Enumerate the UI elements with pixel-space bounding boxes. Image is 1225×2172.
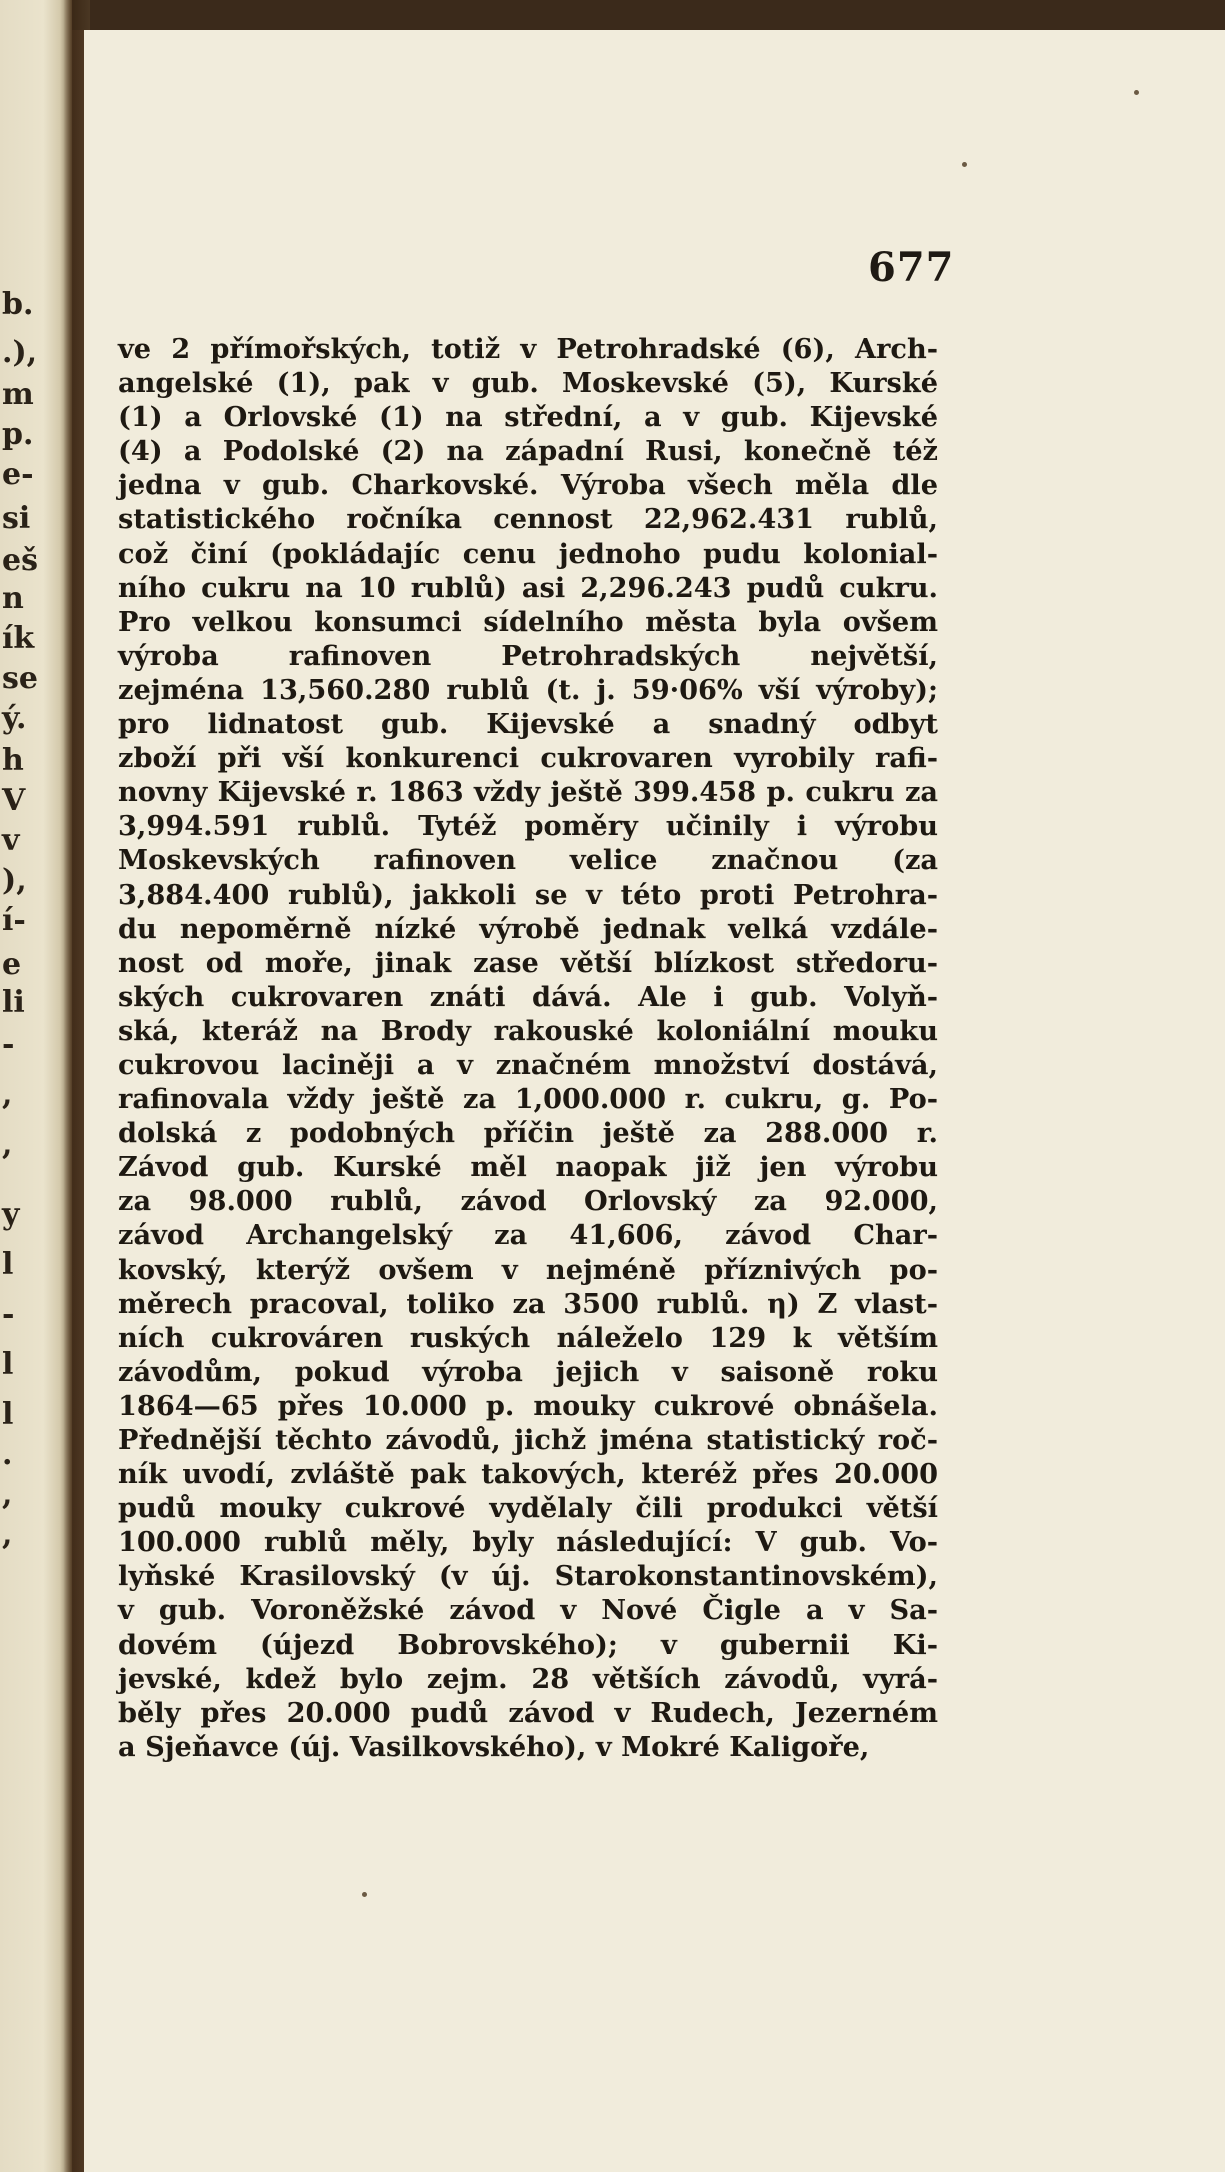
facing-page-text-fragment: - bbox=[2, 1027, 15, 1062]
facing-page-text-fragment: b. bbox=[2, 287, 34, 322]
facing-page-text-fragment: l bbox=[2, 1397, 14, 1432]
facing-page-text-fragment: ý. bbox=[2, 701, 27, 736]
text-line: rafinovala vždy ještě za 1,000.000 r. cukru, g. Po- bbox=[118, 1083, 938, 1116]
text-line: lyňské Krasilovský (v új. Starokonstantinovském), bbox=[118, 1560, 938, 1593]
facing-page-text-fragment: eš bbox=[2, 543, 38, 578]
facing-page-text-fragment: y bbox=[2, 1197, 20, 1232]
text-line: 3,994.591 rublů. Tytéž poměry učinily i výrobu bbox=[118, 810, 938, 843]
text-line: statistického ročníka cennost 22,962.431 rublů, bbox=[118, 503, 938, 536]
text-line: výroba rafinoven Petrohradských největší, bbox=[118, 639, 938, 672]
facing-page-text-fragment: n bbox=[2, 581, 24, 616]
text-line: měrech pracoval, toliko za 3500 rublů. η) Z vlast- bbox=[118, 1287, 938, 1320]
facing-page-text-fragment: , bbox=[2, 1477, 13, 1512]
text-line: cukrovou laciněji a v značném množství dostává, bbox=[118, 1048, 938, 1081]
facing-page-text-fragment: ík bbox=[2, 621, 35, 656]
paper-speck bbox=[362, 1892, 367, 1897]
text-line: (1) a Orlovské (1) na střední, a v gub. Kijevské bbox=[118, 401, 938, 434]
text-line: v gub. Voroněžské závod v Nové Čigle a v Sa- bbox=[118, 1594, 938, 1627]
text-line: du nepoměrně nízké výrobě jednak velká vzdále- bbox=[118, 912, 938, 945]
text-line: a Sjeňavce (új. Vasilkovského), v Mokré Kaligoře, bbox=[118, 1730, 870, 1763]
text-line: novny Kijevské r. 1863 vždy ještě 399.458 p. cukru za bbox=[118, 776, 938, 809]
text-line: 1864—65 přes 10.000 p. mouky cukrové obnášela. bbox=[118, 1389, 938, 1422]
text-line: 3,884.400 rublů), jakkoli se v této proti Petrohra- bbox=[118, 878, 938, 911]
facing-page-text-fragment: l bbox=[2, 1247, 14, 1282]
facing-page-text-fragment: e bbox=[2, 947, 22, 982]
page-number: 677 bbox=[868, 244, 955, 291]
facing-page-text-fragment: m bbox=[2, 377, 34, 412]
text-line: Závod gub. Kurské měl naopak již jen výrobu bbox=[118, 1151, 938, 1184]
text-line: ních cukrováren ruských náleželo 129 k větším bbox=[118, 1321, 938, 1354]
facing-page-text-fragment: h bbox=[2, 743, 24, 778]
facing-page-text-fragment: e- bbox=[2, 457, 34, 492]
text-line: pro lidnatost gub. Kijevské a snadný odbyt bbox=[118, 708, 938, 741]
facing-page-text-fragment: ), bbox=[2, 863, 27, 898]
facing-page-text-fragment: p. bbox=[2, 417, 34, 452]
text-line: dovém (újezd Bobrovského); v gubernii Ki- bbox=[118, 1628, 938, 1661]
text-line: za 98.000 rublů, závod Orlovský za 92.000, bbox=[118, 1185, 938, 1218]
text-line: ská, kteráž na Brody rakouské koloniální mouku bbox=[118, 1014, 938, 1047]
text-line: ník uvodí, zvláště pak takových, kteréž přes 20.000 bbox=[118, 1458, 938, 1491]
text-line: zboží při vší konkurenci cukrovaren vyrobily rafi- bbox=[118, 742, 938, 775]
paper-speck bbox=[962, 162, 967, 167]
scan-top-edge bbox=[0, 0, 1225, 30]
text-line: Pro velkou konsumci sídelního města byla ovšem bbox=[118, 605, 938, 638]
text-line: ního cukru na 10 rublů) asi 2,296.243 pudů cukru. bbox=[118, 571, 938, 604]
text-line: Moskevských rafinoven velice značnou (za bbox=[118, 844, 938, 877]
text-line: zejména 13,560.280 rublů (t. j. 59·06% vší výroby); bbox=[118, 673, 938, 706]
facing-page-text-fragment: V bbox=[2, 783, 26, 818]
text-line: závod Archangelský za 41,606, závod Char- bbox=[118, 1219, 938, 1252]
facing-page-text-fragment: v bbox=[2, 823, 20, 858]
text-line: jedna v gub. Charkovské. Výroba všech měla dle bbox=[118, 469, 938, 502]
facing-page-text-fragment: , bbox=[2, 1127, 13, 1162]
facing-page-text-fragment: , bbox=[2, 1077, 13, 1112]
text-line: Přednější těchto závodů, jichž jména statistický roč- bbox=[118, 1424, 938, 1456]
facing-page-text-fragment: .), bbox=[2, 335, 38, 370]
facing-page-text-fragment: - bbox=[2, 1297, 15, 1332]
facing-page-text-fragment: se bbox=[2, 661, 38, 696]
text-line: 100.000 rublů měly, byly následující: V gub. Vo- bbox=[118, 1526, 938, 1559]
text-line: ských cukrovaren znáti dává. Ale i gub. Volyň- bbox=[118, 980, 938, 1013]
text-line: kovský, kterýž ovšem v nejméně příznivých po- bbox=[118, 1253, 938, 1286]
facing-page-text-fragment: , bbox=[2, 1517, 13, 1552]
paper-speck bbox=[1134, 90, 1139, 95]
text-line: (4) a Podolské (2) na západní Rusi, konečně též bbox=[118, 435, 938, 468]
text-line: nost od moře, jinak zase větší blízkost středoru- bbox=[118, 946, 938, 979]
facing-page-text-fragment: . bbox=[2, 1437, 13, 1472]
facing-page-text-fragment: si bbox=[2, 501, 31, 536]
text-line: dolská z podobných příčin ještě za 288.000 r. bbox=[118, 1117, 938, 1150]
text-line: pudů mouky cukrové vydělaly čili produkci větší bbox=[118, 1492, 938, 1525]
text-line: jevské, kdež bylo zejm. 28 větších závodů, vyrá- bbox=[118, 1662, 938, 1695]
text-line: což činí (pokládajíc cenu jednoho pudu kolonial- bbox=[118, 537, 938, 570]
text-line: angelské (1), pak v gub. Moskevské (5), Kurské bbox=[118, 367, 938, 400]
body-text bbox=[118, 332, 938, 1764]
facing-page-text-fragment: l bbox=[2, 1347, 14, 1382]
facing-page-text-fragment: í- bbox=[2, 903, 26, 938]
text-line: závodům, pokud výroba jejich v saisoně roku bbox=[118, 1355, 938, 1388]
text-line: běly přes 20.000 pudů závod v Rudech, Jezerném bbox=[118, 1696, 938, 1729]
text-line: ve 2 přímořských, totiž v Petrohradské (6), Arch- bbox=[118, 333, 938, 365]
facing-page-text-fragment: li bbox=[2, 985, 25, 1020]
